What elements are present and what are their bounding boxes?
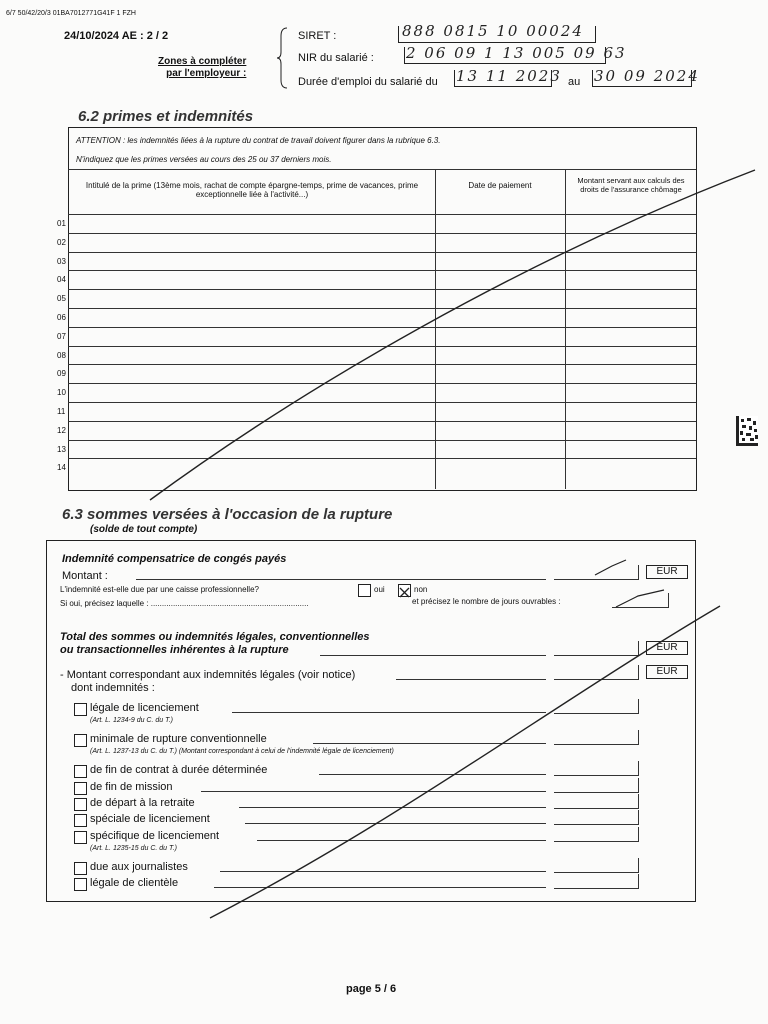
indemnite-reference: (Art. L. 1237-13 du C. du T.) (Montant correspondant à celui de l'indemnité légale de licenciement) — [90, 748, 394, 755]
brace-icon — [276, 26, 290, 90]
total-label: Total des sommes ou indemnités légales, conventionnelles ou transactionnelles inhérentes à la rupture — [60, 631, 370, 656]
section-6-3-title: 6.3 sommes versées à l'occasion de la rupture — [62, 506, 393, 523]
indemnite-amount-field[interactable] — [554, 761, 639, 776]
col-date-header: Date de paiement — [468, 181, 532, 190]
indemnite-dotted-line — [214, 887, 546, 888]
table-row[interactable] — [70, 309, 694, 326]
section-6-3-subtitle: (solde de tout compte) — [90, 524, 198, 535]
siret-value: 888 0815 10 00024 — [402, 22, 584, 40]
indemnite-checkbox[interactable] — [74, 814, 87, 827]
table-row[interactable] — [70, 384, 694, 401]
row-number: 12 — [57, 426, 66, 435]
indemnite-label: spécifique de licenciement — [90, 830, 220, 842]
indemnite-reference: (Art. L. 1234-9 du C. du T.) — [90, 717, 174, 724]
row-number: 08 — [57, 351, 66, 360]
row-number: 13 — [57, 445, 66, 454]
indemnite-amount-field[interactable] — [554, 874, 639, 889]
indemnite-amount-field[interactable] — [554, 827, 639, 842]
indemnite-dotted-line — [239, 807, 546, 808]
form-code: 6/7 50/42/20/3 01BA7012771G41F 1 FZH — [6, 10, 136, 17]
indemnite-checkbox[interactable] — [74, 782, 87, 795]
indemnite-reference: (Art. L. 1235-15 du C. du T.) — [90, 845, 177, 852]
indemnite-dotted-line — [257, 840, 546, 841]
note-text: N'indiquez que les primes versées au cours des 25 ou 37 derniers mois. — [76, 155, 332, 164]
indemnite-dotted-line — [313, 743, 546, 744]
indemnite-label: de fin de mission — [90, 781, 173, 793]
indemnite-checkbox[interactable] — [74, 862, 87, 875]
indemnite-amount-field[interactable] — [554, 778, 639, 793]
indemnite-checkbox[interactable] — [74, 765, 87, 778]
legal-amount-field[interactable] — [554, 665, 639, 680]
table-row[interactable] — [70, 328, 694, 345]
table-row[interactable] — [70, 290, 694, 307]
indemnite-amount-field[interactable] — [554, 730, 639, 745]
indemnite-label: légale de clientèle — [90, 877, 179, 889]
oui-checkbox[interactable] — [358, 584, 371, 597]
duree-to-value: 30 09 2024 — [594, 67, 700, 85]
row-number: 05 — [57, 294, 66, 303]
table-row[interactable] — [70, 441, 694, 458]
table-row[interactable] — [70, 271, 694, 288]
siret-label: SIRET : — [298, 30, 337, 42]
indemnite-label: spéciale de licenciement — [90, 813, 210, 825]
indemnite-label: de départ à la retraite — [90, 797, 195, 809]
non-checkbox[interactable] — [398, 584, 411, 597]
indemnite-label: légale de licenciement — [90, 702, 199, 714]
duree-from-value: 13 11 2023 — [456, 67, 562, 85]
col-intitule-header: Intitulé de la prime (13ème mois, rachat de compte épargne-temps, prime de vacances, prime exceptionnelle liée à l'activité...) — [85, 181, 419, 199]
row-number: 02 — [57, 238, 66, 247]
jours-label: et précisez le nombre de jours ouvrables : — [412, 597, 561, 606]
attention-text: ATTENTION : les indemnités liées à la rupture du contrat de travail doivent figurer dans la rubrique 6.3. — [76, 136, 441, 145]
indemnite-dotted-line — [232, 712, 546, 713]
oui-label: oui — [374, 585, 385, 594]
legal-label: - Montant correspondant aux indemnités légales (voir notice) dont indemnités : — [60, 669, 356, 694]
indemnite-label: de fin de contrat à durée déterminée — [90, 764, 268, 776]
table-row[interactable] — [70, 459, 694, 476]
row-number: 14 — [57, 463, 66, 472]
nir-label: NIR du salarié : — [298, 52, 374, 64]
indemnite-dotted-line — [220, 871, 546, 872]
row-number: 03 — [57, 257, 66, 266]
au-label: au — [568, 76, 581, 88]
total-eur: EUR — [646, 641, 688, 655]
indemnite-dotted-line — [245, 823, 546, 824]
icp-eur: EUR — [646, 565, 688, 579]
row-number: 09 — [57, 369, 66, 378]
indemnite-amount-field[interactable] — [554, 699, 639, 714]
table-row[interactable] — [70, 422, 694, 439]
indemnite-checkbox[interactable] — [74, 831, 87, 844]
table-row[interactable] — [70, 365, 694, 382]
precisez-label: Si oui, précisez laquelle : ....................................................................... — [60, 599, 309, 608]
row-number: 01 — [57, 219, 66, 228]
row-number: 04 — [57, 275, 66, 284]
nir-value: 2 06 09 1 13 005 09 63 — [406, 44, 627, 62]
indemnite-label: due aux journalistes — [90, 861, 188, 873]
caisse-question: L'indemnité est-elle due par une caisse professionnelle? — [60, 585, 259, 594]
indemnite-label: minimale de rupture conventionnelle — [90, 733, 267, 745]
total-amount-field[interactable] — [554, 641, 639, 656]
row-number: 11 — [57, 407, 66, 416]
table-row[interactable] — [70, 347, 694, 364]
table-row[interactable] — [70, 403, 694, 420]
indemnite-dotted-line — [319, 774, 546, 775]
indemnite-checkbox[interactable] — [74, 798, 87, 811]
datamatrix-icon — [736, 416, 758, 446]
table-row[interactable] — [70, 215, 694, 232]
row-number: 10 — [57, 388, 66, 397]
table-row[interactable] — [70, 234, 694, 251]
indemnite-amount-field[interactable] — [554, 794, 639, 809]
section-6-2-title: 6.2 primes et indemnités — [78, 108, 254, 125]
legal-eur: EUR — [646, 665, 688, 679]
row-number: 07 — [57, 332, 66, 341]
icp-amount-field[interactable] — [554, 565, 639, 580]
indemnite-amount-field[interactable] — [554, 810, 639, 825]
duree-label: Durée d'emploi du salarié du — [298, 76, 438, 88]
icp-title: Indemnité compensatrice de congés payés — [62, 553, 287, 565]
row-number: 06 — [57, 313, 66, 322]
jours-field[interactable] — [612, 593, 669, 608]
col-montant-header: Montant servant aux calculs des droits de l'assurance chômage — [577, 176, 685, 194]
page-number: page 5 / 6 — [346, 983, 397, 995]
non-label: non — [414, 585, 428, 594]
zones-label: Zones à compléter par l'employeur : — [158, 56, 247, 79]
indemnite-dotted-line — [201, 791, 546, 792]
indemnite-checkbox[interactable] — [74, 878, 87, 891]
indemnite-checkbox[interactable] — [74, 734, 87, 747]
indemnite-amount-field[interactable] — [554, 858, 639, 873]
icp-montant-label: Montant : — [62, 570, 108, 582]
indemnite-checkbox[interactable] — [74, 703, 87, 716]
checkmark-icon — [399, 587, 410, 598]
table-row[interactable] — [70, 253, 694, 270]
reference-date: 24/10/2024 AE : 2 / 2 — [64, 30, 169, 42]
